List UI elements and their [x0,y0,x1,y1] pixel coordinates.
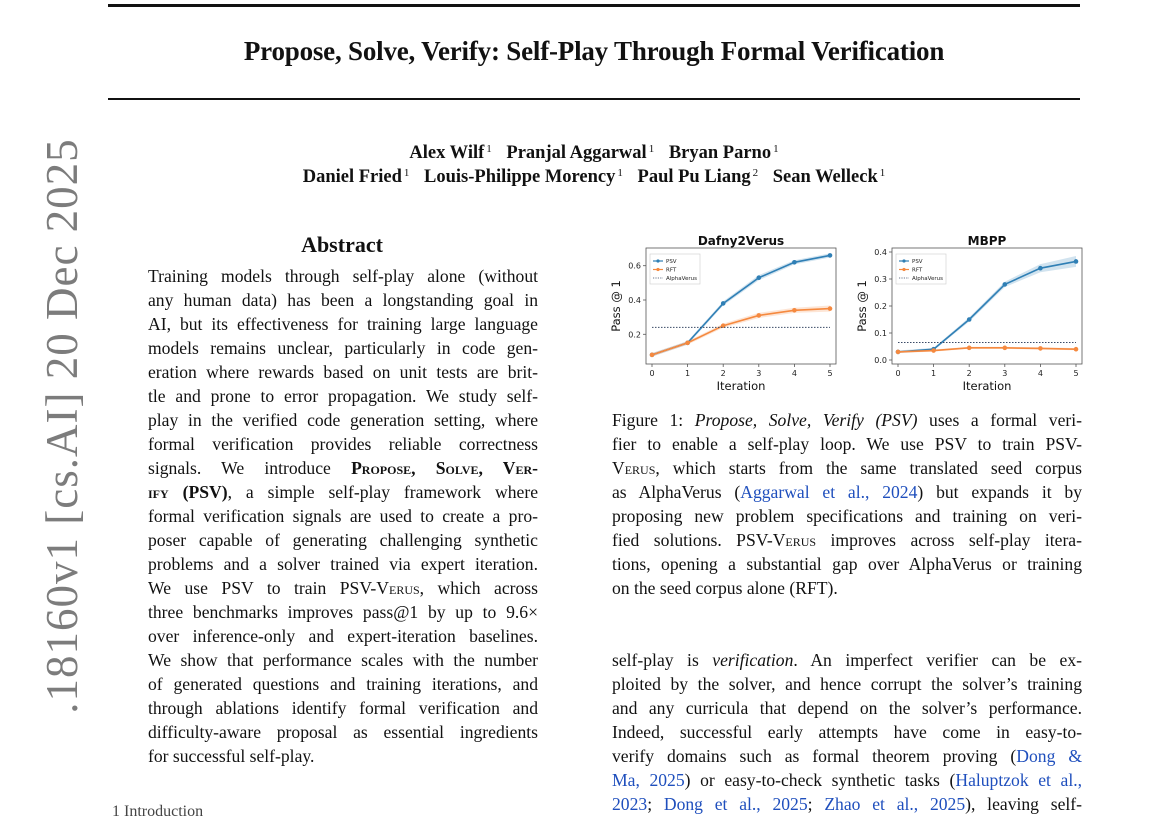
legend-marker [902,268,905,271]
citation-link[interactable]: Dong et al., 2025 [663,794,808,814]
legend-label: RFT [666,267,677,274]
chart-svg [604,232,844,392]
data-point [757,275,762,280]
x-tick-label: 1 [931,369,937,378]
legend-label: RFT [912,267,923,274]
y-tick-label: 0.4 [874,248,887,257]
data-point [792,260,797,265]
abstract-line: tle and prone to error propagation. We study self- [148,386,538,406]
chart-mbpp [850,232,1090,392]
author: Pranjal Aggarwal $^1$ [506,143,655,163]
abstract-line: AI, but its effectiveness for training large language [148,314,538,334]
x-tick-label: 4 [791,369,797,378]
top-rule [108,4,1080,7]
data-point [828,253,833,258]
author: Alex Wilf $^1$ [409,143,492,163]
chart-dafny2verus [604,232,844,392]
body-line: Indeed, successful early attempts have come in easy-to- [612,722,1082,742]
x-tick-label: 0 [895,369,901,378]
abstract-line: play in the verified code generation setting, where [148,410,538,430]
y-axis-label: Pass @ 1 [609,280,623,332]
data-point [967,346,972,351]
author: Daniel Fried $^1$ [302,167,410,187]
caption-line: Verus, which starts from the same translated seed corpus [612,458,1082,478]
citation-link[interactable]: Ma, 2025 [612,770,685,790]
body-line: self-play is verification. An imperfect verifier can be ex- [612,650,1082,670]
caption-line: Figure 1: Propose, Solve, Verify (PSV) uses a formal veri- [612,410,1082,430]
series-line [652,309,830,355]
y-tick-label: 0.3 [874,275,887,284]
data-point [792,308,797,313]
abstract-line: through ablations identify formal verification and [148,698,538,718]
data-point [650,353,655,358]
data-point [1003,282,1008,287]
abstract-line: ify (PSV), a simple self-play framework where [148,482,539,502]
abstract-line: poser capable of generating challenging synthetic [148,530,538,550]
body-line: verify domains such as formal theorem proving (Dong & [612,746,1083,766]
body-line: ploited by the solver, and hence corrupt the solver’s training [612,674,1082,694]
x-tick-label: 2 [720,369,726,378]
authors-line-2 [108,167,1080,188]
authors-line-1 [108,143,1080,164]
abstract-line: Training models through self-play alone (without [148,266,538,286]
abstract-line: eration where rewards based on unit tests are brit- [148,362,538,382]
y-tick-label: 0.4 [628,296,641,305]
data-point [931,348,936,353]
caption-line: as AlphaVerus (Aggarwal et al., 2024) but expands it by [612,482,1082,502]
y-tick-label: 0.1 [874,329,887,338]
x-tick-label: 3 [756,369,762,378]
data-point [1038,266,1043,271]
abstract-heading: Abstract [301,232,383,257]
y-axis-label: Pass @ 1 [855,280,869,332]
section-heading-cut: 1 Introduction [112,803,204,820]
caption-line: tions, opening a substantial gap over AlphaVerus or training [612,554,1082,574]
caption-line: fier to enable a self-play loop. We use PSV to train PSV- [612,434,1082,454]
author: Bryan Parno $^1$ [668,143,779,163]
abstract-line: for successful self-play. [148,746,315,766]
title-rule [108,98,1080,100]
y-tick-label: 0.0 [874,356,887,365]
body-line: Ma, 2025) or easy-to-check synthetic tasks (Haluptzok et al., [612,770,1083,790]
chart-svg [850,232,1090,392]
method-name: ify [148,482,169,502]
citation-link[interactable]: Dong & [1016,746,1083,766]
abstract-line: formal verification signals are used to create a pro- [148,506,538,526]
data-point [1038,346,1043,351]
y-tick-label: 0.6 [628,261,641,271]
x-tick-label: 2 [966,369,972,378]
paper-title: Propose, Solve, Verify: Self-Play Through Formal Verification [243,36,945,66]
arxiv-stamp: .18160v1 [cs.AI] 20 Dec 2025 [37,138,87,714]
data-point [757,313,762,318]
legend-marker [656,268,659,271]
body-line: and any curricula that depend on the solver’s performance. [612,698,1082,718]
chart-title: Dafny2Verus [697,234,785,248]
citation-link[interactable]: Zhao et al., 2025 [824,794,966,814]
x-tick-label: 4 [1037,369,1043,378]
abstract-line: models remains unclear, particularly in code gen- [148,338,538,358]
body-line: 2023; Dong et al., 2025; Zhao et al., 2025), leaving self- [612,794,1082,814]
caption-line: fied solutions. PSV-Verus improves across self-play itera- [612,530,1082,550]
legend-label: AlphaVerus [666,276,697,282]
abstract-line: We show that performance scales with the number [148,650,538,670]
method-name: Propose, Solve, Ver- [351,458,538,478]
caption-line: proposing new problem specifications and training on veri- [612,506,1082,526]
x-tick-label: 0 [649,369,655,378]
data-point [967,317,972,322]
legend-label: PSV [912,259,923,265]
citation-link[interactable]: Haluptzok et al., [955,770,1083,790]
author: Louis-Philippe Morency $^1$ [424,167,623,187]
data-point [685,341,690,346]
abstract-line: any human data) has been a longstanding goal in [148,290,538,310]
legend-label: PSV [666,259,677,265]
abstract-line: over inference-only and expert-iteration baselines. [148,626,538,646]
chart-title: MBPP [967,234,1007,248]
x-tick-label: 5 [1073,369,1079,378]
y-tick-label: 0.2 [628,330,641,340]
abstract-line: difficulty-aware proposal as essential ingredients [148,722,538,742]
confidence-band [652,305,830,356]
x-axis-label: Iteration [716,379,766,392]
data-point [721,301,726,306]
abstract-line: of generated questions and training iterations, and [148,674,538,694]
abstract-line: three benchmarks improves pass@1 by up to 9.6× [148,602,538,622]
data-point [1074,259,1079,264]
abstract-line: signals. We introduce Propose, Solve, Ver- [148,458,538,478]
abstract-line: problems and a solver trained via expert iteration. [148,554,538,574]
x-tick-label: 3 [1002,369,1008,378]
author: Sean Welleck $^1$ [772,167,886,187]
legend-marker [656,259,659,262]
data-point [828,306,833,311]
legend-label: AlphaVerus [912,276,943,282]
x-axis-label: Iteration [962,379,1012,392]
data-point [1003,346,1008,351]
abstract-line: formal verification provides reliable correctness [148,434,538,454]
citation-link[interactable]: 2023 [612,794,648,814]
x-tick-label: 1 [685,369,691,378]
author: Paul Pu Liang $^2$ [637,167,759,187]
data-point [1074,347,1079,352]
citation-link[interactable]: Aggarwal et al., 2024 [740,482,918,502]
abstract-line: We use PSV to train PSV-Verus, which across [148,578,538,598]
x-tick-label: 5 [827,369,833,378]
data-point [896,350,901,355]
legend-marker [902,259,905,262]
caption-line: on the seed corpus alone (RFT). [612,578,838,598]
y-tick-label: 0.2 [874,302,887,311]
